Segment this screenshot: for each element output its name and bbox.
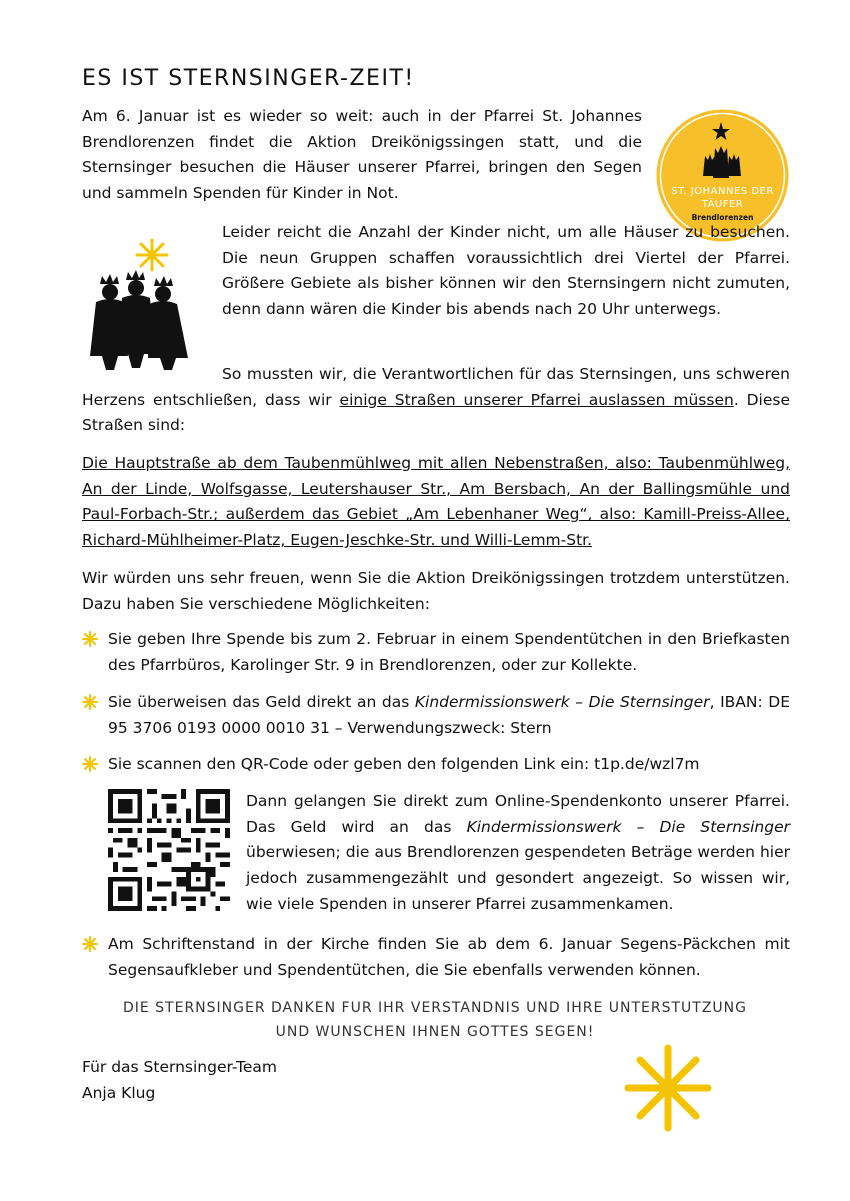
signature-name: Anja Klug	[82, 1084, 156, 1102]
star-icon	[622, 1042, 714, 1134]
decision-text-before: So mussten wir, die Verantwortlichen für das Sternsingen, uns schweren Herzens entschließen, dass wir	[82, 365, 790, 409]
bullet-star-icon	[82, 631, 98, 647]
transfer-iban: , IBAN: DE 95 3706 0193 0000 0010 31 – Verwendungszweck: Stern	[108, 693, 790, 737]
seal-line1: ST. JOHANNES DER	[671, 186, 774, 197]
closing-line-2: UND WUNSCHEN IHNEN GOTTES SEGEN!	[275, 1024, 595, 1040]
online-text-after: überwiesen; die aus Brendlorenzen gespendeten Beträge werden hier jedoch zusammengezählt und gesondert angezeigt. So wissen wir, wie viele Spenden in unserer Pfarrei zusammenkamen.	[246, 843, 790, 913]
option-transfer	[108, 690, 790, 741]
street-list: Die Hauptstraße ab dem Taubenmühlweg mit allen Nebenstraßen, also: Taubenmühlweg, An der Linde, Wolfsgasse, Leutershauser Str., Am Bersbach, An der Ballingsmühle und Paul-Forbach-Str.; außerdem das Gebiet „Am Lebenhaner Weg“, also: Kamill-Preiss-Allee, Richard-Mühlheimer-Platz, Eugen-Jeschke-Str. und Willi-Lemm-Str.	[82, 454, 790, 550]
decision-text-after: . Diese Straßen sind:	[82, 390, 791, 435]
kings-star-icon	[137, 240, 167, 270]
decision-paragraph	[82, 362, 790, 439]
three-kings-icon	[82, 236, 194, 370]
option-online: Sie scannen den QR-Code oder geben den folgenden Link ein: t1p.de/wzl7m	[108, 755, 700, 773]
support-intro: Wir würden uns sehr freuen, wenn Sie die Aktion Dreikönigssingen trotzdem unterstützen. Dazu haben Sie verschiedene Möglichkeiten:	[82, 569, 790, 613]
online-text-before: Dann gelangen Sie direkt zum Online-Spendenkonto unserer Pfarrei. Das Geld wird an das	[246, 792, 790, 836]
seal-line2: TÄUFER	[701, 199, 744, 210]
decision-text-underlined: einige Straßen unserer Pfarrei auslassen müssen	[339, 390, 734, 409]
bullet-star-icon	[82, 756, 98, 772]
seal-line3: Brendlorenzen	[691, 213, 754, 222]
option-drop-off: Sie geben Ihre Spende bis zum 2. Februar in einem Spendentütchen in den Briefkasten des Pfarrbüros, Karolinger Str. 9 in Brendlorenzen, oder zur Kollekte.	[108, 630, 790, 674]
page-title: ES IST STERNSINGER-ZEIT!	[82, 66, 415, 91]
bullet-star-icon	[82, 694, 98, 710]
option-church-pack: Am Schriftenstand in der Kirche finden Sie ab dem 6. Januar Segens-Päckchen mit Segensaufkleber und Spendentütchen, die Sie ebenfalls verwenden können.	[108, 935, 790, 979]
intro-paragraph: Am 6. Januar ist es wieder so weit: auch in der Pfarrei St. Johannes Brendlorenzen findet die Aktion Dreikönigssingen statt, und die Sternsinger besuchen die Häuser unserer Pfarrei, bringen den Segen und sammeln Spenden für Kinder in Not.	[82, 107, 642, 203]
online-explanation	[246, 789, 790, 918]
shortage-paragraph	[222, 220, 790, 323]
signature-team: Für das Sternsinger-Team	[82, 1058, 278, 1076]
transfer-recipient: Kindermissionswerk – Die Sternsinger	[414, 693, 710, 711]
transfer-text-before: Sie überweisen das Geld direkt an das	[108, 693, 415, 711]
bullet-star-icon	[82, 936, 98, 952]
qr-code[interactable]	[108, 789, 230, 911]
closing-line-1: DIE STERNSINGER DANKEN FUR IHR VERSTANDNIS UND IHRE UNTERSTUTZUNG	[122, 1000, 748, 1016]
online-recipient: Kindermissionswerk – Die Sternsinger	[466, 817, 790, 836]
shortage-text: Leider reicht die Anzahl der Kinder nicht, um alle Häuser zu besuchen. Die neun Gruppen schaffen voraussichtlich drei Viertel der Pfarrei. Größere Gebiete als bisher können wir den Sternsingern nicht zumuten, denn dann wären die Kinder bis abends nach 20 Uhr unterwegs.	[222, 223, 790, 319]
